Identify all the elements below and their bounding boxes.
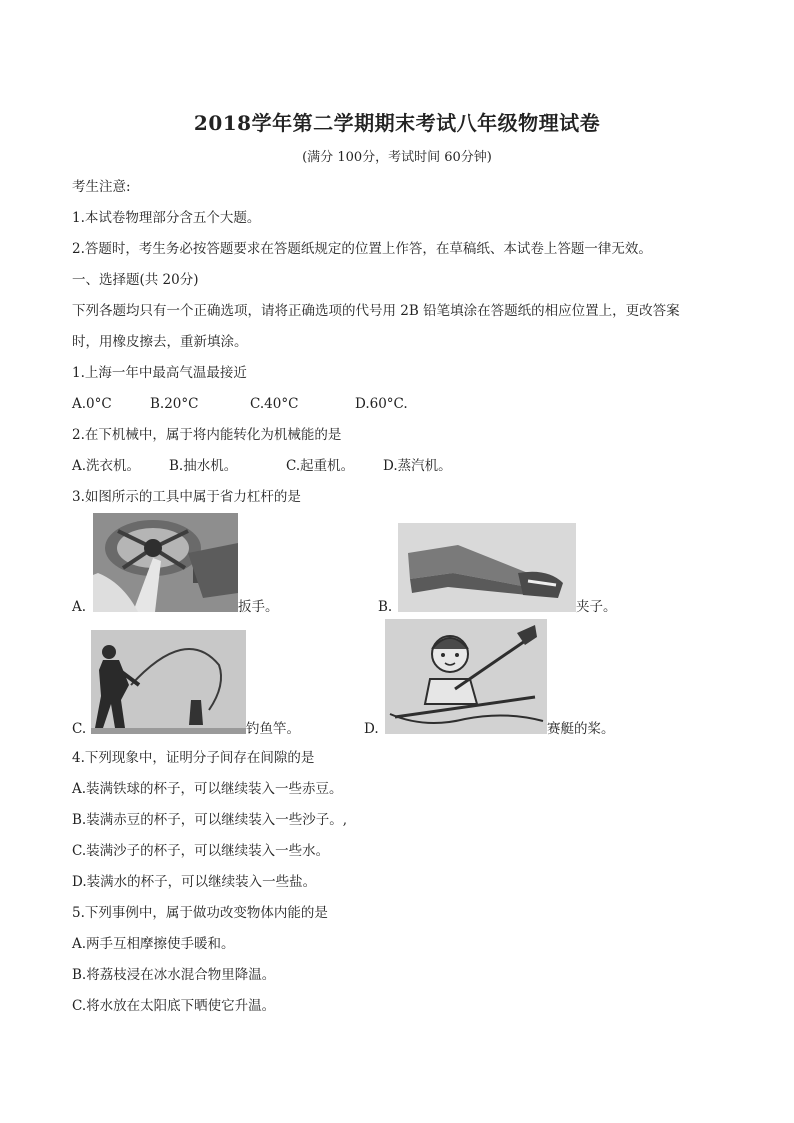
option-c-letter: C. — [72, 721, 87, 737]
option-c: C.装满沙子的杯子，可以继续装入一些水。 — [72, 843, 330, 859]
note-item: 1.本试卷物理部分含五个大题。 — [72, 210, 261, 226]
question-stem: 5.下列事例中，属于做功改变物体内能的是 — [72, 905, 328, 921]
option-a-label: 扳手。 — [238, 599, 279, 615]
clip-photo — [398, 523, 576, 612]
option-c: C.将水放在太阳底下晒使它升温。 — [72, 998, 276, 1014]
option-a-letter: A. — [72, 599, 87, 615]
option-d: D.装满水的杯子，可以继续装入一些盐。 — [72, 874, 317, 890]
question-stem: 3.如图所示的工具中属于省力杠杆的是 — [72, 489, 301, 505]
option-a: A.0°C — [72, 396, 112, 412]
fishing-rod-photo — [91, 630, 246, 734]
wrench-photo — [93, 513, 238, 612]
exam-subtitle: (满分 100分，考试时间 60分钟) — [302, 150, 492, 165]
rowing-oar-drawing — [385, 619, 547, 734]
option-b-label: 夹子。 — [576, 599, 617, 615]
question-stem: 1.上海一年中最高气温最接近 — [72, 365, 247, 381]
option-d-letter: D. — [364, 721, 379, 737]
option-c: C.40°C — [250, 396, 299, 412]
exam-title: 2018学年第二学期期末考试八年级物理试卷 — [193, 111, 601, 135]
section-heading: 一、选择题(共 20分) — [72, 272, 199, 288]
option-d: D.蒸汽机。 — [383, 458, 452, 474]
section-instruction: 下列各题均只有一个正确选项，请将正确选项的代号用 2B 铅笔填涂在答题纸的相应位置上，更改答案 — [72, 303, 680, 319]
option-d-label: 赛艇的桨。 — [547, 721, 615, 737]
option-b: B.装满赤豆的杯子，可以继续装入一些沙子。, — [72, 812, 348, 828]
option-c-label: 钓鱼竿。 — [246, 721, 300, 737]
option-b: B.抽水机。 — [169, 458, 238, 474]
note-item: 2.答题时，考生务必按答题要求在答题纸规定的位置上作答，在草稿纸、本试卷上答题一律无效。 — [72, 241, 652, 257]
option-a: A.两手互相摩擦使手暖和。 — [72, 936, 235, 952]
option-d: D.60°C. — [355, 396, 408, 412]
option-a: A.装满铁球的杯子，可以继续装入一些赤豆。 — [72, 781, 343, 797]
option-c: C.起重机。 — [286, 458, 355, 474]
option-b-letter: B. — [378, 599, 393, 615]
section-instruction: 时，用橡皮擦去，重新填涂。 — [72, 334, 248, 350]
question-stem: 2.在下机械中，属于将内能转化为机械能的是 — [72, 427, 342, 443]
option-b: B.20°C — [150, 396, 199, 412]
question-stem: 4.下列现象中，证明分子间存在间隙的是 — [72, 750, 315, 766]
option-a: A.洗衣机。 — [72, 458, 141, 474]
option-b: B.将荔枝浸在冰水混合物里降温。 — [72, 967, 276, 983]
notes-heading: 考生注意: — [72, 179, 131, 195]
